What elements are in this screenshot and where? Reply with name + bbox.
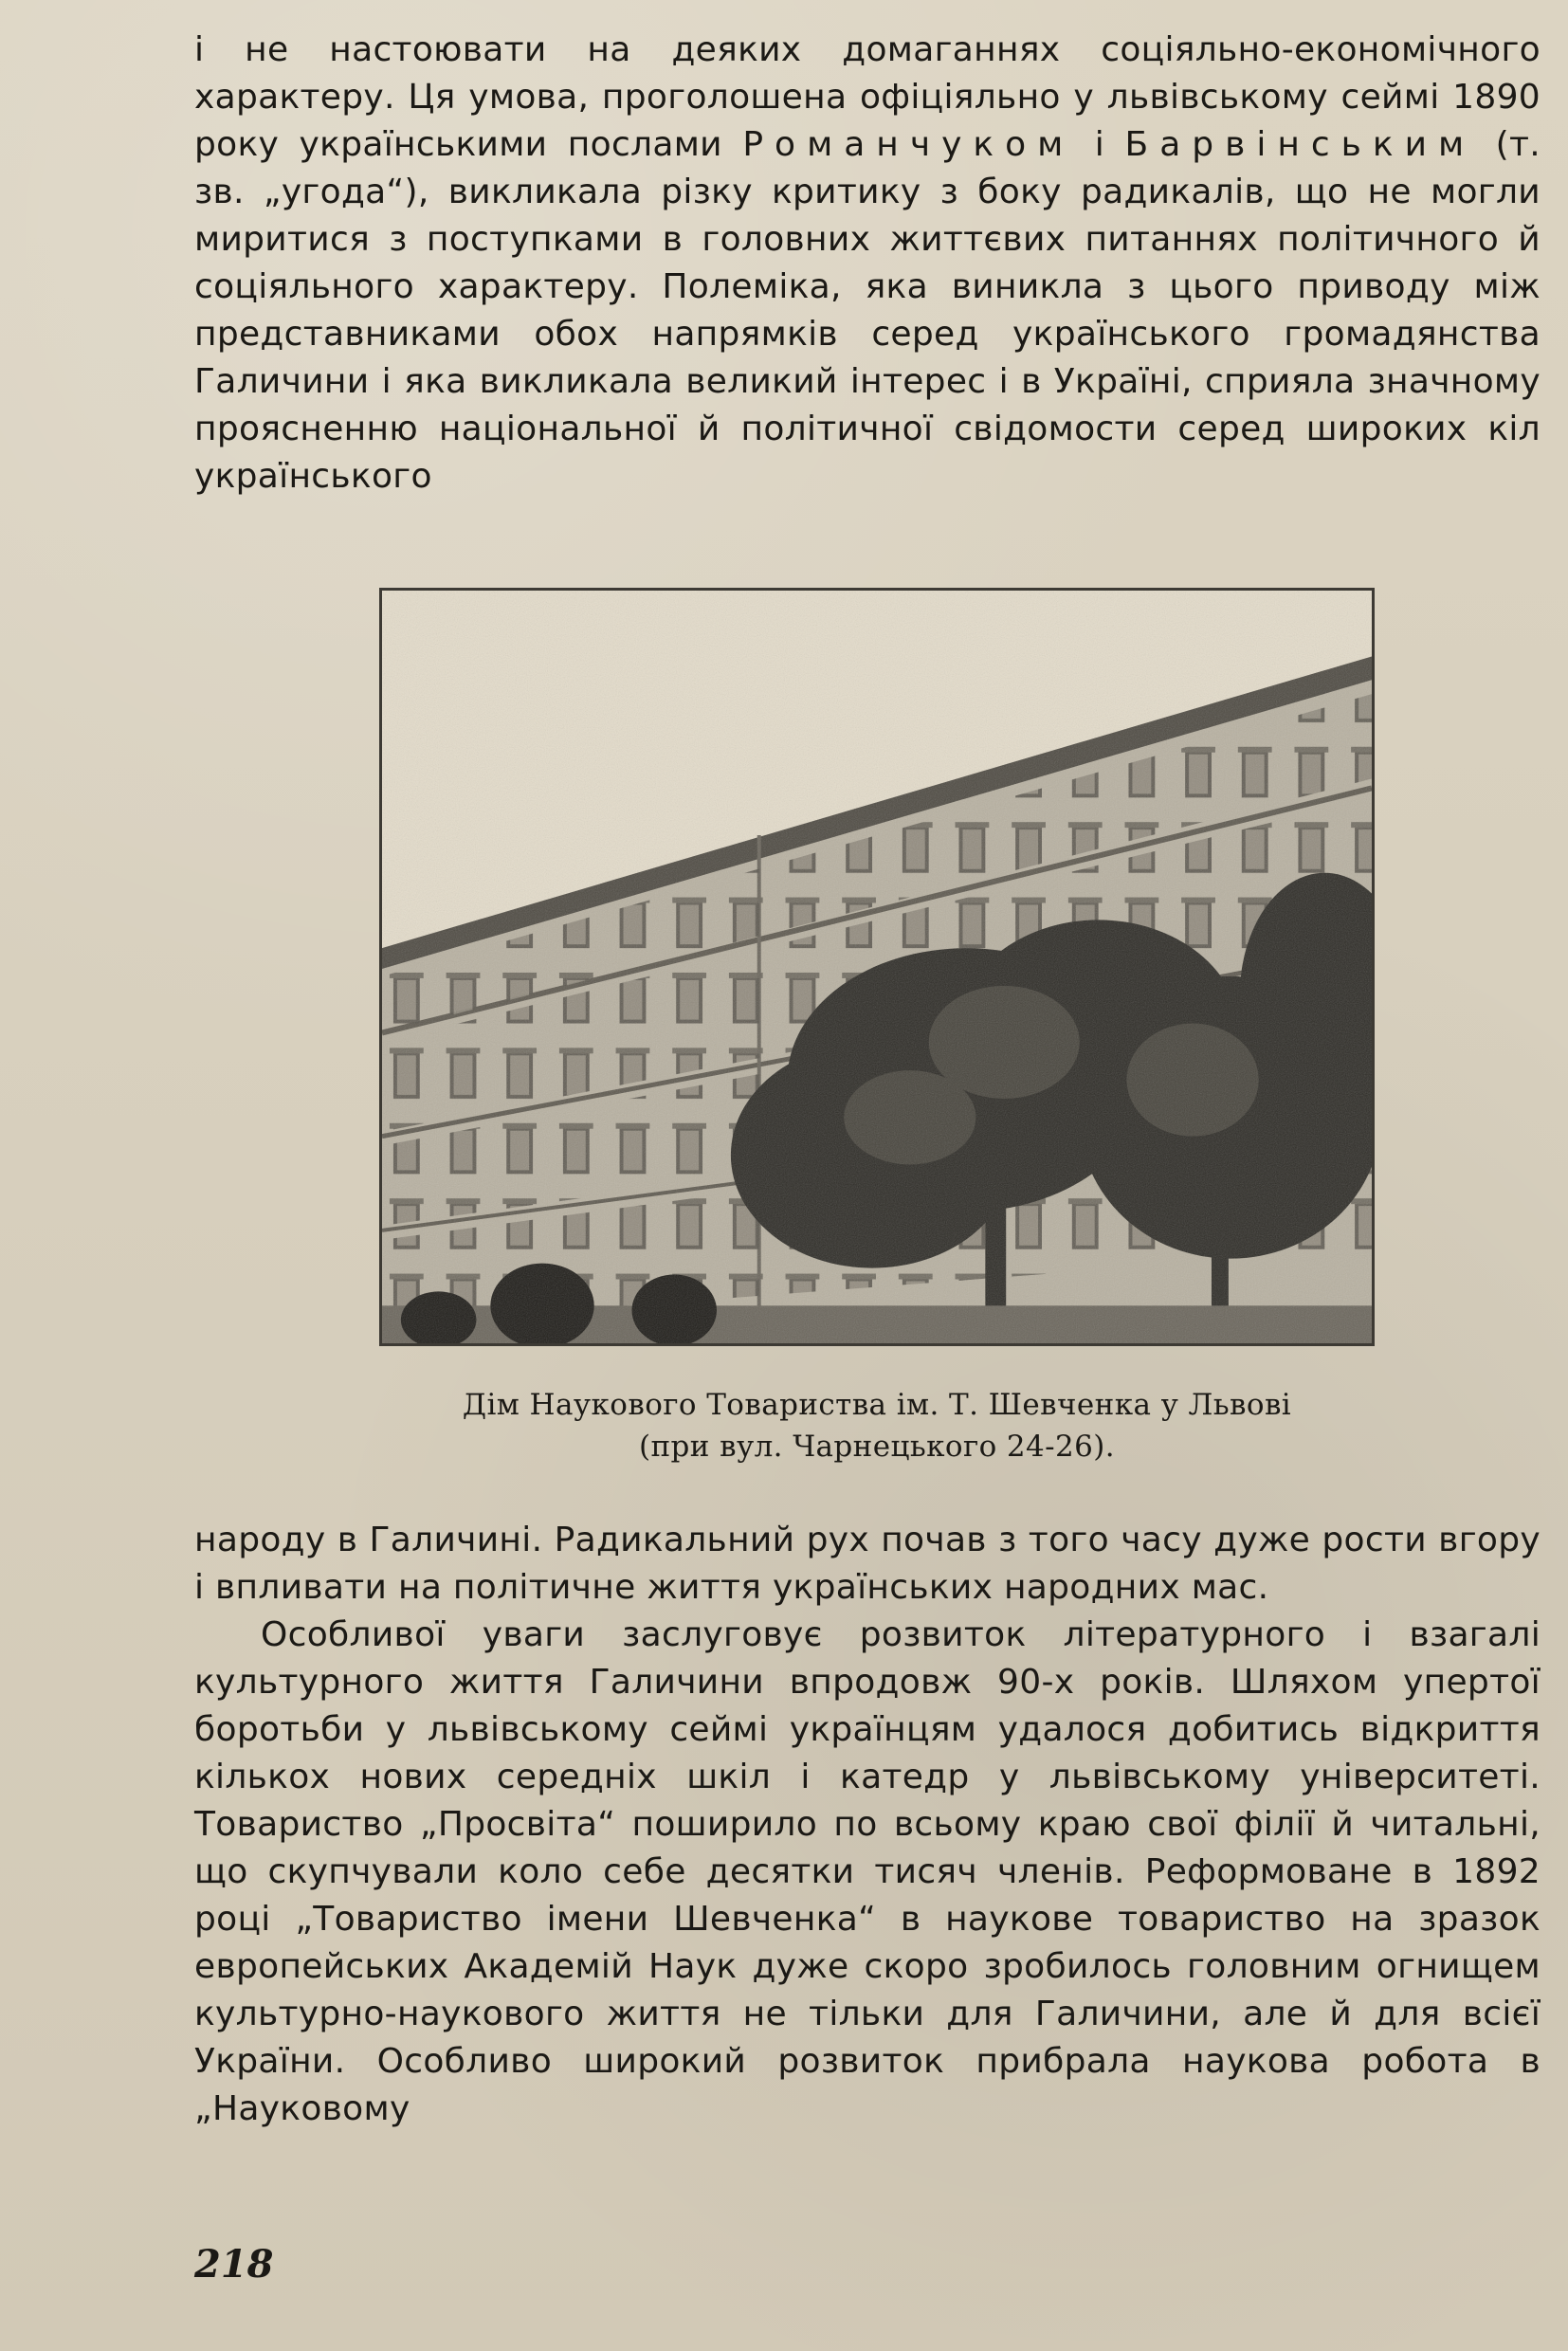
top-text-before-names: і не настоювати на деяких домаганнях соціяльно-економічного характеру. Ця умова, проголошена офіціяльно у львівському сеймі 1890 року українськими послами bbox=[194, 30, 1541, 164]
caption-line-2: (при вул. Чарнецького 24-26). bbox=[638, 1430, 1116, 1464]
bottom-text bbox=[194, 1517, 1541, 2133]
conjunction: і bbox=[1094, 125, 1105, 164]
top-paragraph bbox=[194, 27, 1541, 501]
building-illustration bbox=[382, 591, 1372, 1343]
name-romanchuk: Романчуком bbox=[742, 125, 1075, 164]
paragraph-continued: народу в Галичині. Радикальний рух почав з того часу дуже рости вгору і впливати на політичне життя українських народних мас. bbox=[194, 1521, 1541, 1607]
name-barvinsky: Барвінським bbox=[1124, 125, 1476, 164]
photo-caption bbox=[284, 1384, 1469, 1467]
top-paragraph-text bbox=[194, 27, 1541, 501]
page-number: 218 bbox=[194, 2242, 274, 2287]
top-text-after-names: (т. зв. „угода“), викликала різку критику з боку радикалів, що не могли миритися з поступками в головних життєвих питаннях політичного й соціяльного характеру. Полеміка, яка виникла з цього приводу між представниками обох напрямків серед українського громадянства Галичини і яка викликала великий інтерес і в Україні, сприяла значному проясненню національної й політичної свідомости серед широких кіл українського bbox=[194, 125, 1541, 496]
caption-line-1: Дім Наукового Товариства ім. Т. Шевченка у Львові bbox=[462, 1388, 1292, 1422]
building-photo bbox=[379, 588, 1375, 1346]
paragraph-culture: Особливої уваги заслуговує розвиток літературного і взагалі культурного життя Галичини впродовж 90-х років. Шляхом упертої боротьби у львівському сеймі українцям удалося добитись відкриття кількох нових середніх шкіл і катедр у львівському університеті. Товариство „Просвіта“ поширило по всьому краю свої філії й читальні, що скупчували коло себе десятки тисяч членів. Реформоване в 1892 році „Товариство імени Шевченка“ в наукове товариство на зразок европейських Академій Наук дуже скоро зробилось головним огнищем культурно-наукового життя не тільки для Галичини, але й для всієї України. Особливо широкий розвиток прибрала наукова робота в „Науковому bbox=[194, 1615, 1541, 2128]
